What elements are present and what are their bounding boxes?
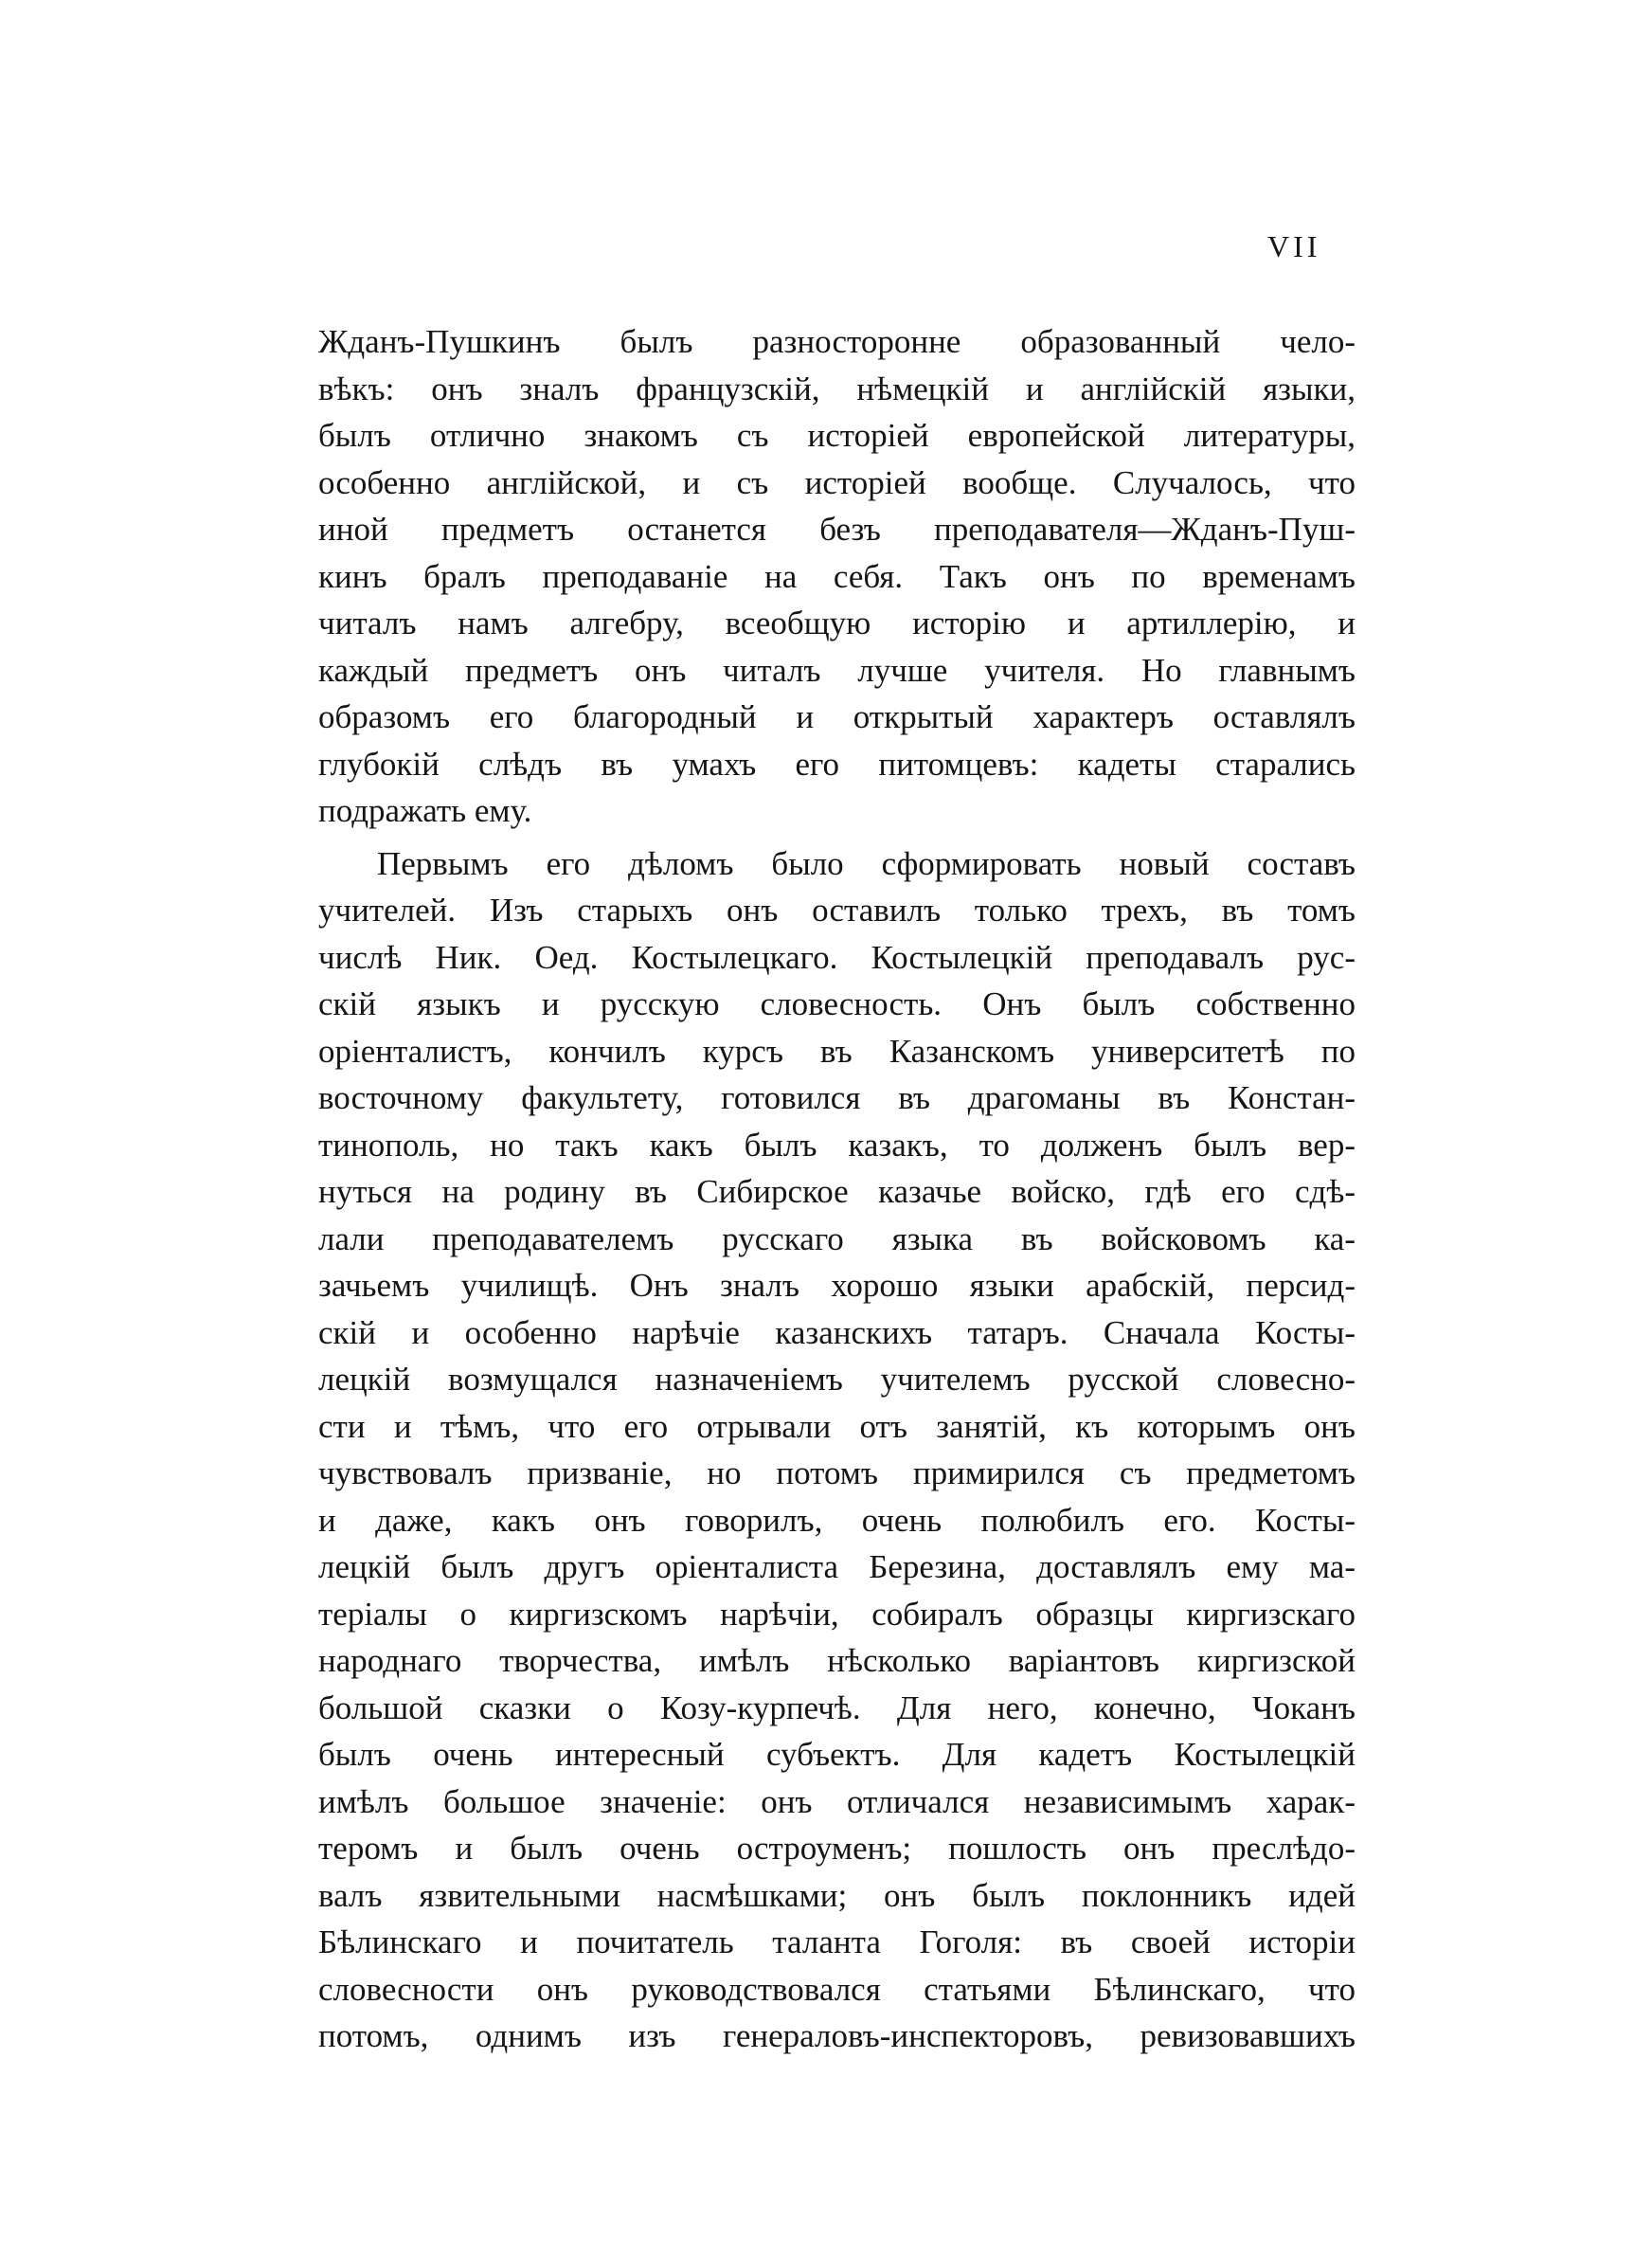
text-line: сти и тѣмъ, что его отрывали отъ занятій, къ которымъ онъ [318,1407,1356,1445]
text-line: образомъ его благородный и открытый характеръ оставлялъ [318,698,1356,735]
text-line: глубокій слѣдъ въ умахъ его питомцевъ: кадеты старались [318,745,1356,783]
text-line: иной предметъ останется безъ преподавателя—Жданъ-Пуш- [318,511,1356,548]
text-line: имѣлъ большое значеніе: онъ отличался независимымъ харак- [318,1782,1356,1820]
text-line: и даже, какъ онъ говорилъ, очень полюбилъ его. Косты- [318,1501,1356,1539]
body-text [318,318,1356,2060]
text-line: подражать ему. [318,792,532,829]
text-line: нуться на родину въ Сибирское казачье войско, гдѣ его сдѣ- [318,1173,1356,1210]
text-line: валъ язвительными насмѣшками; онъ былъ поклонникъ идей [318,1876,1356,1914]
text-line: особенно англійской, и съ исторіей вообще. Случалось, что [318,463,1356,501]
text-line: Жданъ-Пушкинъ былъ разносторонне образованный чело- [318,323,1356,360]
text-line: лецкій возмущался назначеніемъ учителемъ русской словесно- [318,1361,1356,1398]
text-line: читалъ намъ алгебру, всеобщую исторію и артиллерію, и [318,605,1356,641]
text-line: Бѣлинскаго и почитатель таланта Гоголя: въ своей исторіи [318,1923,1356,1960]
text-line: теріалы о киргизскомъ нарѣчіи, собиралъ образцы киргизскаго [318,1595,1356,1633]
page-number: VII [1267,229,1321,263]
text-line: скій языкъ и русскую словесность. Онъ былъ собственно [318,985,1356,1022]
text-line: народнаго творчества, имѣлъ нѣсколько варіантовъ киргизской [318,1642,1356,1679]
text-line: былъ отлично знакомъ съ исторіей европейской литературы, [318,417,1356,454]
text-line: вѣкъ: онъ зналъ французскій, нѣмецкій и англійскій языки, [318,370,1356,407]
text-line: кинъ бралъ преподаваніе на себя. Такъ онъ по временамъ [318,557,1356,595]
text-line: числѣ Ник. Оед. Костылецкаго. Костылецкій преподавалъ рус- [318,938,1356,976]
paragraph-1 [318,318,1356,835]
text-line: тинополь, но такъ какъ былъ казакъ, то долженъ былъ вер- [318,1126,1356,1164]
text-line: чувствовалъ призваніе, но потомъ примирился съ предметомъ [318,1454,1356,1491]
paragraph-2 [318,840,1356,2060]
text-line: былъ очень интересный субъектъ. Для кадетъ Костылецкій [318,1736,1356,1773]
text-line: лали преподавателемъ русскаго языка въ войсковомъ ка- [318,1219,1356,1257]
text-line: потомъ, однимъ изъ генераловъ-инспекторовъ, ревизовавшихъ [318,2017,1356,2054]
text-line: Первымъ его дѣломъ было сформировать новый составъ [377,844,1356,882]
text-line: словесности онъ руководствовался статьями Бѣлинскаго, что [318,1970,1356,2008]
text-line: восточному факультету, готовился въ драгоманы въ Констан- [318,1079,1356,1116]
text-line: большой сказки о Козу-курпечѣ. Для него, конечно, Чоканъ [318,1688,1356,1726]
text-line: лецкій былъ другъ оріенталиста Березина, доставлялъ ему ма- [318,1548,1356,1585]
text-line: каждый предметъ онъ читалъ лучше учителя. Но главнымъ [318,651,1356,689]
text-line: оріенталистъ, кончилъ курсъ въ Казанскомъ университетѣ по [318,1032,1356,1070]
text-line: теромъ и былъ очень остроуменъ; пошлость онъ преслѣдо- [318,1830,1356,1867]
text-line: зачьемъ училищѣ. Онъ зналъ хорошо языки арабскій, персид- [318,1267,1356,1304]
text-line: скій и особенно нарѣчіе казанскихъ татаръ. Сначала Косты- [318,1313,1356,1351]
text-line: учителей. Изъ старыхъ онъ оставилъ только трехъ, въ томъ [318,892,1356,929]
